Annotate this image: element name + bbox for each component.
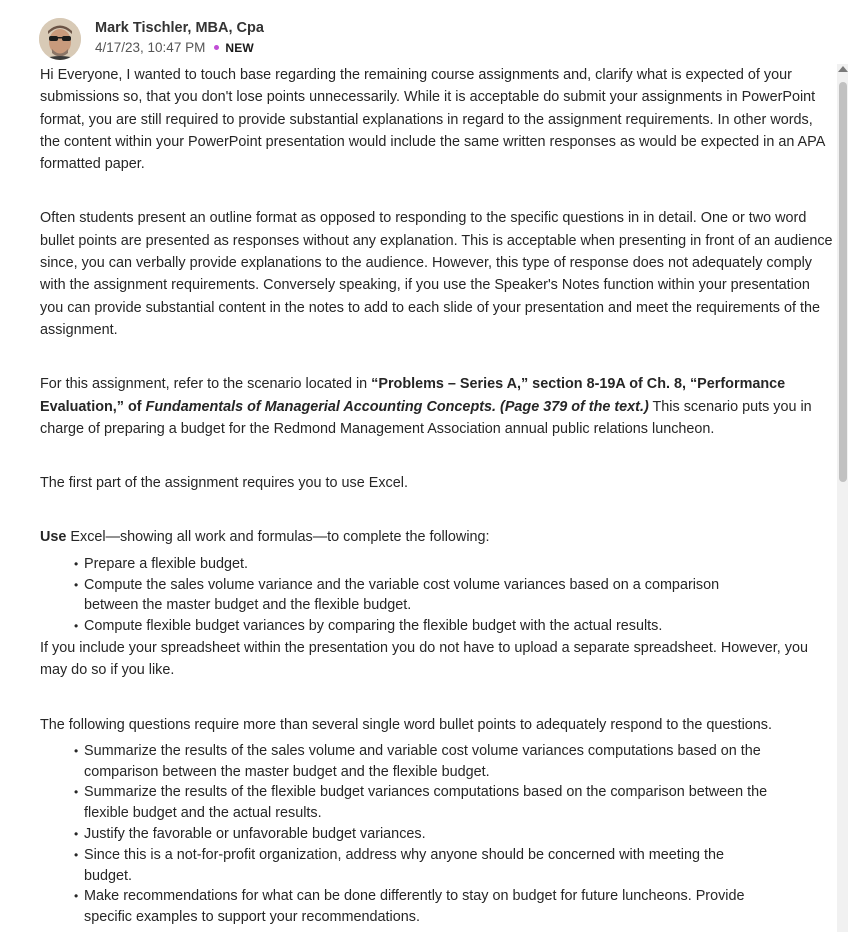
- excel-task-list: [40, 554, 836, 637]
- scenario-intro: For this assignment, refer to the scenario located in: [40, 376, 372, 393]
- unread-dot-icon: [214, 45, 219, 50]
- question-list: [40, 741, 836, 928]
- list-item: • Since this is a not-for-profit organization, address why anyone should be concerned with meeting the budget.: [74, 845, 754, 887]
- use-label: Use: [40, 529, 67, 546]
- scenario-textbook: Fundamentals of Managerial Accounting Concepts. (Page 379 of the text.): [145, 398, 649, 415]
- paragraph-use-excel: [40, 526, 836, 548]
- post-timestamp: 4/17/23, 10:47 PM: [95, 40, 206, 55]
- scenario-rest: This scenario puts you in charge of preparing a budget for the Redmond Management Association annual public relations luncheon.: [40, 398, 812, 437]
- list-item: • Summarize the results of the sales volume and variable cost volume variances computations based on the comparison between the master budget and the flexible budget.: [74, 741, 792, 783]
- scroll-up-arrow-icon[interactable]: [838, 66, 848, 72]
- new-badge: NEW: [225, 40, 254, 55]
- list-item: • Justify the favorable or unfavorable budget variances.: [74, 824, 792, 845]
- author-avatar[interactable]: [39, 18, 81, 60]
- list-item: • Make recommendations for what can be done differently to stay on budget for future luncheons. Provide specific examples to support your recommendations.: [74, 886, 784, 928]
- scenario-reference: “Problems – Series A,” section 8-19A of Ch. 8, “Performance Evaluation,” of: [40, 376, 786, 415]
- list-item: • Summarize the results of the flexible budget variances computations based on the comparison between the flexible budget and the actual results.: [74, 782, 792, 824]
- post-meta: [95, 40, 254, 55]
- list-item: • Prepare a flexible budget.: [74, 554, 738, 575]
- paragraph-scenario: [40, 373, 836, 440]
- scrollbar-thumb[interactable]: [839, 82, 847, 482]
- paragraph-excel-part: The first part of the assignment requires you to use Excel.: [40, 475, 408, 492]
- author-name[interactable]: Mark Tischler, MBA, Cpa: [95, 20, 264, 36]
- list-item: • Compute flexible budget variances by comparing the flexible budget with the actual results.: [74, 616, 738, 637]
- use-excel-text: Excel—showing all work and formulas—to complete the following:: [66, 529, 490, 546]
- post-body: [40, 64, 836, 928]
- list-item: • Compute the sales volume variance and the variable cost volume variances based on a comparison between the master budget and the flexible budget.: [74, 575, 738, 617]
- paragraph-spreadsheet-upload: If you include your spreadsheet within the presentation you do not have to upload a separate spreadsheet. However, you may do so if you like.: [40, 639, 809, 679]
- paragraph-outline-format: Often students present an outline format as opposed to responding to the specific questions in in detail. One or two word bullet points are presented as responses without any explanation. This is acceptable when presenting in front of an audience since, you can verbally provide explanations to the audience. However, this type of response does not adequately comply with the assignment requirements. Conversely speaking, if you use the Speaker's Notes function within your presentation you can provide substantial content in the notes to add to each slide of your presentation and meet the requirements of the assignment.: [40, 210, 833, 338]
- author-photo: [39, 18, 81, 60]
- paragraph-questions-intro: The following questions require more than several single word bullet points to adequately respond to the questions.: [40, 716, 772, 733]
- paragraph-intro: Hi Everyone, I wanted to touch base regarding the remaining course assignments and, clarify what is expected of your submissions so, that you don't lose points unnecessarily. While it is acceptable do submit your assignments in PowerPoint format, you are still required to provide substantial explanations in regard to the assignment requirements. In other words, the content within your PowerPoint presentation would include the same written responses as would be expected in an APA formatted paper.: [40, 67, 825, 173]
